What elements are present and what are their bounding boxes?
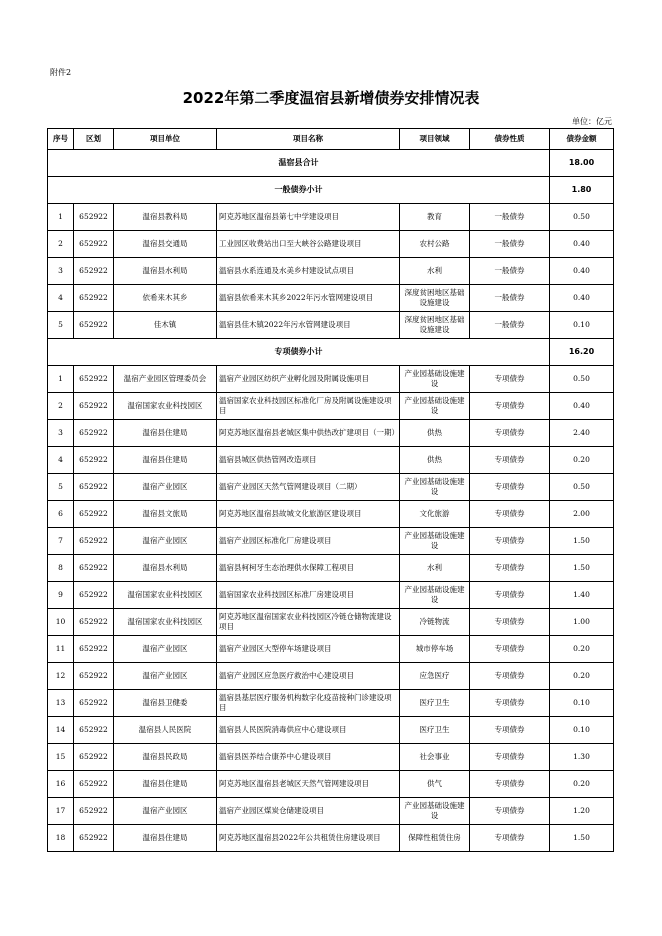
- project-field: 水利: [400, 258, 470, 285]
- region-code: 652922: [74, 798, 114, 825]
- bond-amount: 0.40: [550, 258, 614, 285]
- total-amount: 18.00: [550, 150, 614, 177]
- bond-type: 专项债券: [470, 501, 550, 528]
- row-index: 4: [48, 285, 74, 312]
- region-code: 652922: [74, 771, 114, 798]
- table-row: [48, 501, 614, 528]
- project-name: 温宿产业园区天然气管网建设项目（二期）: [217, 474, 400, 501]
- project-field: 产业园基础设施建设: [400, 582, 470, 609]
- header-row: [48, 129, 614, 150]
- project-field: 水利: [400, 555, 470, 582]
- project-field: 深度贫困地区基础设施建设: [400, 285, 470, 312]
- project-unit: 温宿县民政局: [114, 744, 217, 771]
- header-type: 债券性质: [470, 129, 550, 150]
- project-unit: 温宿县人民医院: [114, 717, 217, 744]
- special-subtotal-amount: 16.20: [550, 339, 614, 366]
- region-code: 652922: [74, 447, 114, 474]
- project-field: 冷链物流: [400, 609, 470, 636]
- region-code: 652922: [74, 501, 114, 528]
- row-index: 17: [48, 798, 74, 825]
- row-index: 2: [48, 231, 74, 258]
- bond-type: 专项债券: [470, 366, 550, 393]
- row-index: 9: [48, 582, 74, 609]
- project-field: 产业园基础设施建设: [400, 528, 470, 555]
- bond-type: 专项债券: [470, 771, 550, 798]
- general-subtotal-amount: 1.80: [550, 177, 614, 204]
- project-name: 温宿县柯柯牙生态治理供水保障工程项目: [217, 555, 400, 582]
- table-row: [48, 663, 614, 690]
- header-index: 序号: [48, 129, 74, 150]
- region-code: 652922: [74, 528, 114, 555]
- table-row: [48, 771, 614, 798]
- bond-type: 一般债券: [470, 285, 550, 312]
- bond-amount: 0.20: [550, 447, 614, 474]
- row-index: 5: [48, 312, 74, 339]
- row-index: 12: [48, 663, 74, 690]
- project-unit: 温宿县卫健委: [114, 690, 217, 717]
- region-code: 652922: [74, 420, 114, 447]
- project-field: 教育: [400, 204, 470, 231]
- project-field: 社会事业: [400, 744, 470, 771]
- project-unit: 温宿产业园区管理委员会: [114, 366, 217, 393]
- bond-amount: 0.50: [550, 366, 614, 393]
- header-unit: 项目单位: [114, 129, 217, 150]
- project-field: 供热: [400, 420, 470, 447]
- region-code: 652922: [74, 663, 114, 690]
- table-row: [48, 609, 614, 636]
- table-row: [48, 393, 614, 420]
- project-name: 温宿县城区供热管网改造项目: [217, 447, 400, 474]
- project-name: 温宿县基层医疗服务机构数字化疫苗接种门诊建设项目: [217, 690, 400, 717]
- project-field: 农村公路: [400, 231, 470, 258]
- project-unit: 温宿产业园区: [114, 663, 217, 690]
- bond-type: 一般债券: [470, 231, 550, 258]
- table-row: [48, 447, 614, 474]
- project-unit: 温宿产业园区: [114, 528, 217, 555]
- row-index: 7: [48, 528, 74, 555]
- project-name: 温宿产业园区应急医疗救治中心建设项目: [217, 663, 400, 690]
- row-index: 11: [48, 636, 74, 663]
- bond-type: 专项债券: [470, 690, 550, 717]
- project-unit: 温宿县水利局: [114, 555, 217, 582]
- bond-type: 一般债券: [470, 204, 550, 231]
- table-row: [48, 285, 614, 312]
- region-code: 652922: [74, 555, 114, 582]
- project-unit: 温宿县文旅局: [114, 501, 217, 528]
- row-index: 6: [48, 501, 74, 528]
- bond-amount: 2.00: [550, 501, 614, 528]
- header-project: 项目名称: [217, 129, 400, 150]
- region-code: 652922: [74, 258, 114, 285]
- project-field: 产业园基础设施建设: [400, 393, 470, 420]
- region-code: 652922: [74, 204, 114, 231]
- bond-amount: 0.10: [550, 717, 614, 744]
- row-index: 3: [48, 420, 74, 447]
- total-row: [48, 150, 614, 177]
- bond-type: 专项债券: [470, 798, 550, 825]
- row-index: 8: [48, 555, 74, 582]
- project-unit: 温宿国家农业科技园区: [114, 582, 217, 609]
- attachment-label: 附件2: [50, 68, 72, 77]
- bond-table: [47, 128, 614, 852]
- project-field: 供气: [400, 771, 470, 798]
- row-index: 1: [48, 366, 74, 393]
- project-unit: 温宿国家农业科技园区: [114, 393, 217, 420]
- project-name: 温宿产业园区大型停车场建设项目: [217, 636, 400, 663]
- project-name: 阿克苏地区温宿县第七中学建设项目: [217, 204, 400, 231]
- general-subtotal-label: 一般债券小计: [48, 177, 550, 204]
- bond-type: 专项债券: [470, 420, 550, 447]
- project-field: 产业园基础设施建设: [400, 366, 470, 393]
- table-row: [48, 582, 614, 609]
- table-row: [48, 744, 614, 771]
- row-index: 14: [48, 717, 74, 744]
- bond-amount: 0.50: [550, 204, 614, 231]
- bond-amount: 1.00: [550, 609, 614, 636]
- project-field: 产业园基础设施建设: [400, 798, 470, 825]
- row-index: 15: [48, 744, 74, 771]
- table-row: [48, 528, 614, 555]
- project-field: 深度贫困地区基础设施建设: [400, 312, 470, 339]
- table-row: [48, 231, 614, 258]
- project-unit: 温宿县交通局: [114, 231, 217, 258]
- region-code: 652922: [74, 285, 114, 312]
- project-field: 医疗卫生: [400, 690, 470, 717]
- project-unit: 温宿县住建局: [114, 420, 217, 447]
- table-row: [48, 258, 614, 285]
- row-index: 1: [48, 204, 74, 231]
- project-name: 阿克苏地区温宿国家农业科技园区冷链仓储物流建设项目: [217, 609, 400, 636]
- bond-type: 专项债券: [470, 825, 550, 852]
- project-unit: 温宿县住建局: [114, 825, 217, 852]
- project-name: 温宿县佳木镇2022年污水管网建设项目: [217, 312, 400, 339]
- bond-type: 专项债券: [470, 609, 550, 636]
- project-unit: 温宿产业园区: [114, 636, 217, 663]
- bond-amount: 0.50: [550, 474, 614, 501]
- bond-amount: 2.40: [550, 420, 614, 447]
- bond-amount: 1.40: [550, 582, 614, 609]
- bond-amount: 0.10: [550, 312, 614, 339]
- bond-amount: 1.50: [550, 825, 614, 852]
- unit-label: 单位：亿元: [572, 117, 612, 126]
- project-unit: 温宿产业园区: [114, 474, 217, 501]
- project-unit: 温宿国家农业科技园区: [114, 609, 217, 636]
- special-subtotal-row: [48, 339, 614, 366]
- project-field: 应急医疗: [400, 663, 470, 690]
- header-amount: 债券金额: [550, 129, 614, 150]
- bond-type: 专项债券: [470, 663, 550, 690]
- project-name: 阿克苏地区温宿县故城文化旅游区建设项目: [217, 501, 400, 528]
- table-row: [48, 690, 614, 717]
- row-index: 5: [48, 474, 74, 501]
- bond-type: 专项债券: [470, 555, 550, 582]
- project-field: 医疗卫生: [400, 717, 470, 744]
- region-code: 652922: [74, 825, 114, 852]
- project-name: 温宿县依希来木其乡2022年污水管网建设项目: [217, 285, 400, 312]
- project-field: 供热: [400, 447, 470, 474]
- row-index: 10: [48, 609, 74, 636]
- bond-amount: 1.30: [550, 744, 614, 771]
- region-code: 652922: [74, 366, 114, 393]
- page-title: 2022年第二季度温宿县新增债券安排情况表: [182, 89, 480, 107]
- table-row: [48, 825, 614, 852]
- region-code: 652922: [74, 636, 114, 663]
- bond-amount: 0.40: [550, 393, 614, 420]
- project-name: 温宿国家农业科技园区标准厂房建设项目: [217, 582, 400, 609]
- project-name: 阿克苏地区温宿县老城区集中供热改扩建项目（一期）: [217, 420, 400, 447]
- bond-amount: 1.50: [550, 555, 614, 582]
- project-name: 温宿县医养结合康养中心建设项目: [217, 744, 400, 771]
- table-row: [48, 474, 614, 501]
- project-name: 温宿产业园区标准化厂房建设项目: [217, 528, 400, 555]
- project-unit: 温宿县住建局: [114, 447, 217, 474]
- bond-type: 专项债券: [470, 474, 550, 501]
- region-code: 652922: [74, 717, 114, 744]
- project-name: 阿克苏地区温宿县2022年公共租赁住房建设项目: [217, 825, 400, 852]
- row-index: 13: [48, 690, 74, 717]
- region-code: 652922: [74, 744, 114, 771]
- bond-type: 专项债券: [470, 636, 550, 663]
- project-name: 阿克苏地区温宿县老城区天然气管网建设项目: [217, 771, 400, 798]
- project-unit: 佳木镇: [114, 312, 217, 339]
- row-index: 2: [48, 393, 74, 420]
- project-field: 文化旅游: [400, 501, 470, 528]
- region-code: 652922: [74, 312, 114, 339]
- bond-type: 专项债券: [470, 447, 550, 474]
- project-unit: 温宿县水利局: [114, 258, 217, 285]
- table-row: [48, 366, 614, 393]
- project-field: 产业园基础设施建设: [400, 474, 470, 501]
- region-code: 652922: [74, 609, 114, 636]
- project-name: 温宿县人民医院消毒供应中心建设项目: [217, 717, 400, 744]
- bond-amount: 0.40: [550, 231, 614, 258]
- bond-amount: 0.10: [550, 690, 614, 717]
- region-code: 652922: [74, 582, 114, 609]
- bond-type: 专项债券: [470, 393, 550, 420]
- row-index: 4: [48, 447, 74, 474]
- row-index: 16: [48, 771, 74, 798]
- region-code: 652922: [74, 393, 114, 420]
- bond-amount: 0.20: [550, 771, 614, 798]
- project-unit: 温宿县住建局: [114, 771, 217, 798]
- project-name: 温宿产业园区纺织产业孵化园及附属设施项目: [217, 366, 400, 393]
- table-row: [48, 420, 614, 447]
- bond-type: 专项债券: [470, 717, 550, 744]
- table-row: [48, 798, 614, 825]
- project-unit: 温宿县教科局: [114, 204, 217, 231]
- project-name: 温宿国家农业科技园区标准化厂房及附属设施建设项目: [217, 393, 400, 420]
- project-unit: 依希来木其乡: [114, 285, 217, 312]
- project-name: 工业园区收费站出口至大峡谷公路建设项目: [217, 231, 400, 258]
- bond-type: 专项债券: [470, 744, 550, 771]
- project-name: 温宿产业园区煤炭仓储建设项目: [217, 798, 400, 825]
- bond-amount: 1.50: [550, 528, 614, 555]
- total-label: 温宿县合计: [48, 150, 550, 177]
- header-region: 区划: [74, 129, 114, 150]
- region-code: 652922: [74, 231, 114, 258]
- bond-type: 一般债券: [470, 312, 550, 339]
- project-unit: 温宿产业园区: [114, 798, 217, 825]
- bond-amount: 0.20: [550, 663, 614, 690]
- special-subtotal-label: 专项债券小计: [48, 339, 550, 366]
- table-row: [48, 555, 614, 582]
- region-code: 652922: [74, 474, 114, 501]
- bond-type: 一般债券: [470, 258, 550, 285]
- table-row: [48, 204, 614, 231]
- table-row: [48, 717, 614, 744]
- header-field: 项目领域: [400, 129, 470, 150]
- table-row: [48, 312, 614, 339]
- bond-amount: 0.20: [550, 636, 614, 663]
- row-index: 3: [48, 258, 74, 285]
- row-index: 18: [48, 825, 74, 852]
- bond-amount: 0.40: [550, 285, 614, 312]
- project-field: 城市停车场: [400, 636, 470, 663]
- bond-amount: 1.20: [550, 798, 614, 825]
- project-field: 保障性租赁住房: [400, 825, 470, 852]
- general-subtotal-row: [48, 177, 614, 204]
- table-row: [48, 636, 614, 663]
- bond-type: 专项债券: [470, 582, 550, 609]
- project-name: 温宿县水系连通及水美乡村建设试点项目: [217, 258, 400, 285]
- bond-type: 专项债券: [470, 528, 550, 555]
- region-code: 652922: [74, 690, 114, 717]
